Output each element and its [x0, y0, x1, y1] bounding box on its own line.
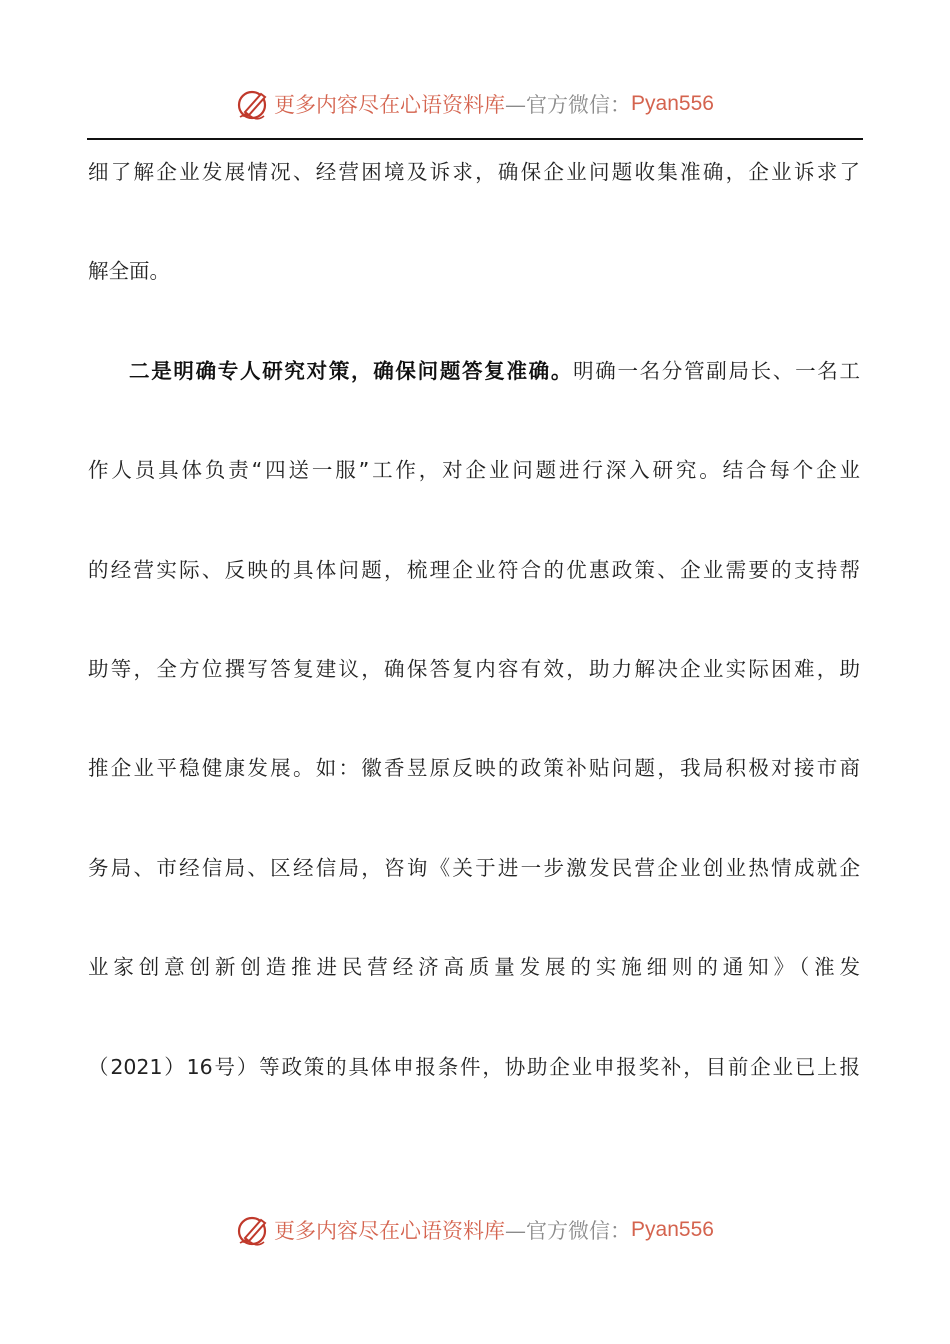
- header-divider: [87, 138, 863, 140]
- banner-wechat-label: —官方微信：: [505, 1219, 632, 1243]
- banner-title: 更多内容尽在心语资料库: [274, 93, 506, 117]
- body-line: （2021）16号）等政策的具体申报条件，协助企业申报奖补，目前企业已上报: [88, 1054, 860, 1079]
- body-line: 细了解企业发展情况、经营困境及诉求，确保企业问题收集准确，企业诉求了: [88, 160, 860, 184]
- body-line: 助等，全方位撰写答复建议，确保答复内容有效，助力解决企业实际困难，助: [88, 656, 860, 681]
- paragraph-bold-lead: 二是明确专人研究对策，确保问题答复准确。: [129, 358, 574, 383]
- header-banner: [0, 84, 950, 124]
- paragraph-heading-line: [88, 346, 860, 445]
- banner-wechat-id: Pyan556: [631, 1218, 714, 1241]
- body-line: 的经营实际、反映的具体问题，梳理企业符合的优惠政策、企业需要的支持帮: [88, 557, 860, 582]
- body-line: 业家创意创新创造推进民营经济高质量发展的实施细则的通知》（淮发: [88, 955, 860, 980]
- banner-title: 更多内容尽在心语资料库: [274, 1219, 506, 1243]
- body-line: 推企业平稳健康发展。如：徽香昱原反映的政策补贴问题，我局积极对接市商: [88, 756, 860, 781]
- banner-wechat-id: Pyan556: [631, 92, 714, 115]
- body-line: 务局、市经信局、区经信局，咨询《关于进一步激发民营企业创业热情成就企: [88, 855, 860, 880]
- pen-logo-icon: [236, 87, 270, 121]
- footer-banner: [0, 1210, 950, 1250]
- body-line: 作人员具体负责“四送一服”工作，对企业问题进行深入研究。结合每个企业: [88, 458, 860, 483]
- document-body: [88, 147, 860, 1141]
- paragraph-lead-rest: 明确一名分管副局长、一名工: [573, 358, 860, 383]
- pen-logo-icon: [236, 1213, 270, 1247]
- banner-wechat-label: —官方微信：: [505, 93, 632, 117]
- body-line: 解全面。: [88, 259, 170, 284]
